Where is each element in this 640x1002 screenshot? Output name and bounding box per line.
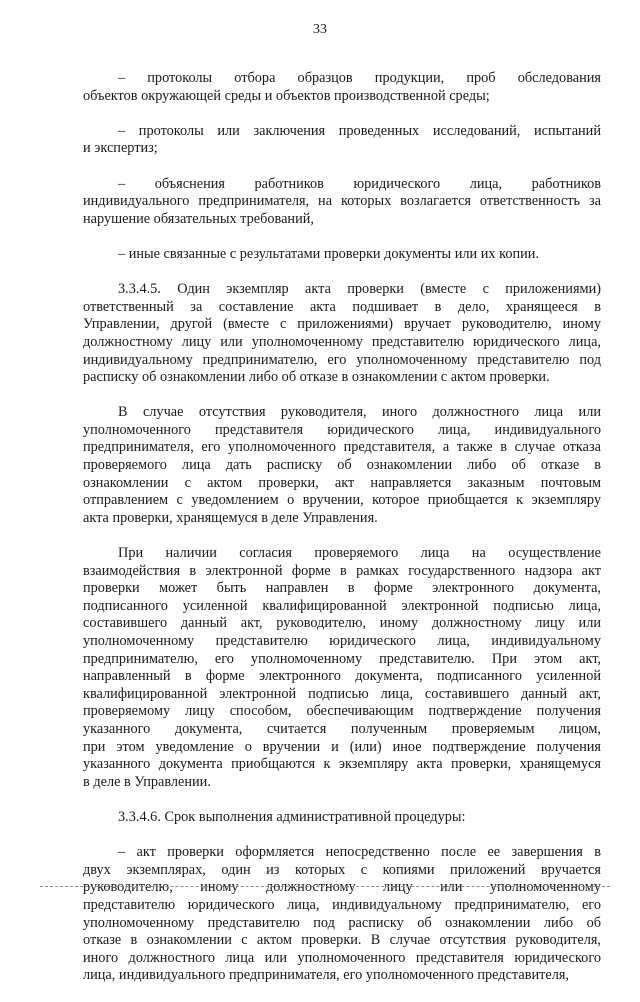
- text-line: – акт проверки оформляется непосредственно после ее завершения в: [118, 844, 601, 861]
- text-line: уполномоченному представителю юридического лица, индивидуальному: [83, 633, 601, 649]
- text-line: – протоколы отбора образцов продукции, проб обследования: [118, 70, 601, 86]
- text-line: проверки может быть направлен в форме электронного документа,: [83, 580, 601, 597]
- text-line: проверяемому лицу способом, обеспечивающим подтверждение получения: [83, 703, 601, 720]
- text-line: в деле в Управлении.: [83, 773, 211, 790]
- text-line: подписанного усиленной квалифицированной электронной подписью лица,: [83, 597, 601, 614]
- text-line: должностному лицу или уполномоченному представителю юридического лица,: [83, 333, 601, 350]
- text-line: отправлением с уведомлением о вручении, которое приобщается к экземпляру: [83, 492, 601, 509]
- text-line: 3.3.4.5. Один экземпляр акта проверки (вместе с приложениями): [118, 281, 601, 298]
- text-line: уполномоченного представителя юридического лица, индивидуального: [83, 421, 601, 438]
- text-line: нарушение обязательных требований,: [83, 210, 314, 227]
- text-line: указанного документа приобщаются к экземпляру акта проверки, хранящемуся: [83, 756, 601, 773]
- text-line: Управлении, другой (вместе с приложениями) вручает руководителю, иному: [83, 316, 601, 333]
- paragraph: [83, 844, 601, 1002]
- text-line: индивидуального предпринимателя, на которых возлагается ответственность за: [83, 193, 601, 210]
- text-line: отказе в ознакомлении с актом проверки. В случае отсутствия руководителя,: [83, 932, 601, 949]
- text-line: руководителю, иному должностному лицу или уполномоченному: [83, 879, 601, 896]
- text-line: индивидуальному предпринимателю, его уполномоченному представителю под: [83, 351, 601, 368]
- paragraph: [83, 809, 601, 844]
- paragraph: [83, 246, 601, 281]
- text-line: 3.3.4.6. Срок выполнения административной процедуры:: [118, 808, 466, 825]
- text-line: представителю юридического лица, индивидуальному предпринимателю, его: [83, 896, 601, 913]
- text-line: предпринимателю, его уполномоченному представителю. При этом акт,: [83, 650, 601, 667]
- text-line: объектов окружающей среды и объектов производственной среды;: [83, 87, 490, 104]
- footer-rule: [40, 886, 610, 887]
- text-line: уполномоченному представителю под расписку об ознакомлении либо об: [83, 914, 601, 931]
- text-line: В случае отсутствия руководителя, иного должностного лица или: [118, 404, 601, 421]
- text-line: указанного документа, считается полученным проверяемым лицом,: [83, 720, 601, 737]
- text-line: лица, индивидуального предпринимателя, его уполномоченного представителя,: [83, 967, 569, 984]
- paragraph: [83, 404, 601, 545]
- text-line: проверяемого лица дать расписку об ознакомлении либо об отказе в: [83, 457, 601, 474]
- paragraph: [83, 281, 601, 404]
- text-line: квалифицированной электронной подписью лица, составившего данный акт,: [83, 685, 601, 702]
- text-line: – протоколы или заключения проведенных исследований, испытаний: [118, 122, 601, 139]
- text-line: расписку об ознакомлении либо об отказе в ознакомлении с актом проверки.: [83, 369, 550, 386]
- text-line: ознакомлении с актом проверки, акт направляется заказным почтовым: [83, 474, 601, 491]
- text-line: при этом уведомление о вручении и (или) иное подтверждение получения: [83, 738, 601, 755]
- paragraph: [83, 545, 601, 809]
- text-line: При наличии согласия проверяемого лица на осуществление: [118, 545, 601, 562]
- text-line: предпринимателя, его уполномоченного представителя, а также в случае отказа: [83, 439, 601, 456]
- text-line: направленный в форме электронного документа, подписанного усиленной: [83, 668, 601, 685]
- text-line: – иные связанные с результатами проверки документы или их копии.: [118, 245, 540, 262]
- text-line: двух экземплярах, один из которых с копиями приложений вручается: [83, 861, 601, 878]
- page-number: 33: [313, 22, 327, 37]
- text-line: и экспертиз;: [83, 140, 158, 157]
- text-line: акта проверки, хранящемуся в деле Управления.: [83, 509, 378, 526]
- paragraph: [83, 123, 601, 176]
- text-line: – объяснения работников юридического лица, работников: [118, 175, 601, 192]
- paragraph: [83, 176, 601, 246]
- text-line: иного должностного лица или уполномоченного представителя юридического: [83, 949, 601, 966]
- text-line: взаимодействия в электронной форме в рамках государственного надзора акт: [83, 562, 601, 579]
- document-body: [83, 70, 601, 1002]
- text-line: ответственный за составление акта подшивает в дело, хранящееся в: [83, 298, 601, 315]
- text-line: составившего данный акт, руководителю, иному должностному лицу или: [83, 615, 601, 632]
- paragraph: [83, 70, 601, 123]
